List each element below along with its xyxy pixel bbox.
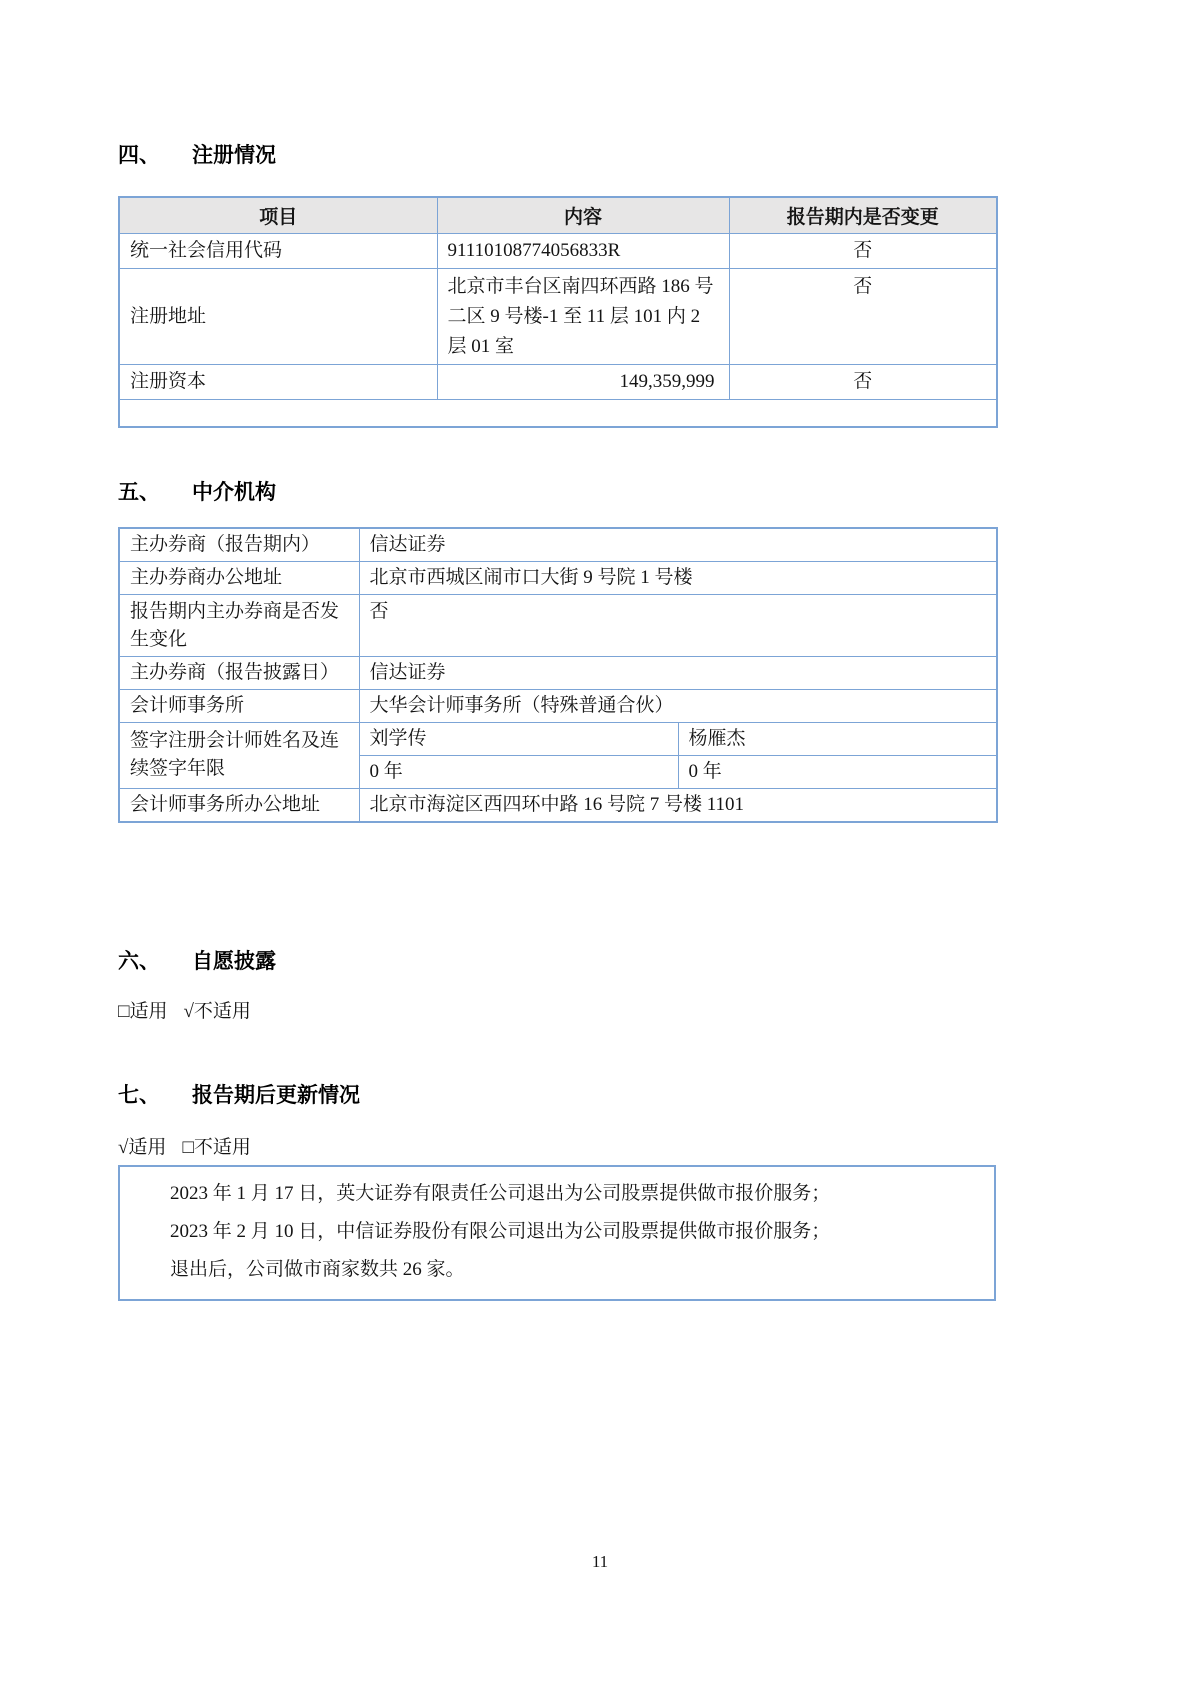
cell-label: 主办券商办公地址 — [119, 561, 359, 594]
section6-number: 六、 — [118, 949, 160, 973]
section6-heading — [118, 949, 996, 975]
page-content — [118, 0, 996, 1301]
section6-title: 自愿披露 — [192, 949, 276, 973]
cell-content: 北京市丰台区南四环西路 186 号二区 9 号楼-1 至 11 层 101 内 2 层 01 室 — [437, 269, 729, 365]
page-number: 11 — [591, 1552, 609, 1571]
table-row — [119, 269, 997, 365]
cell-value: 大华会计师事务所（特殊普通合伙） — [359, 689, 997, 722]
cell-content: 149,359,999 — [437, 365, 729, 400]
table-row — [119, 234, 997, 269]
cell-value: 信达证券 — [359, 528, 997, 562]
cell-empty — [119, 400, 997, 427]
cell-value: 北京市海淀区西四环中路 16 号院 7 号楼 1101 — [359, 788, 997, 822]
table-row — [119, 594, 997, 656]
section5-title: 中介机构 — [192, 480, 276, 504]
section7-applicability — [118, 1135, 996, 1161]
cell-value: 信达证券 — [359, 656, 997, 689]
table-header-row — [119, 197, 997, 234]
table-row — [119, 528, 997, 562]
table-row — [119, 788, 997, 822]
checkbox-applicable: √适用 — [118, 1136, 167, 1158]
cell-changed: 否 — [729, 234, 997, 269]
cell-item: 统一社会信用代码 — [119, 234, 437, 269]
cell-label: 主办券商（报告披露日） — [119, 656, 359, 689]
checkbox-not-applicable: □不适用 — [182, 1136, 251, 1158]
intermediary-table — [118, 527, 998, 823]
checkbox-applicable: □适用 — [118, 1000, 168, 1022]
cell-cpa-years: 0 年 — [359, 755, 678, 788]
cell-label: 会计师事务所办公地址 — [119, 788, 359, 822]
cell-item: 注册地址 — [119, 269, 437, 365]
table-row — [119, 561, 997, 594]
header-item: 项目 — [119, 197, 437, 234]
table-row — [119, 656, 997, 689]
section6-applicability — [118, 999, 996, 1025]
cell-changed: 否 — [729, 365, 997, 400]
section4-number: 四、 — [118, 144, 160, 167]
section7-title: 报告期后更新情况 — [192, 1083, 360, 1107]
table-row — [119, 365, 997, 400]
update-line: 退出后，公司做市商家数共 26 家。 — [170, 1258, 465, 1280]
registration-table — [118, 196, 998, 428]
checkbox-not-applicable: √不适用 — [183, 1000, 251, 1022]
header-changed: 报告期内是否变更 — [729, 197, 997, 234]
cell-value: 北京市西城区闹市口大街 9 号院 1 号楼 — [359, 561, 997, 594]
cell-cpa-name: 刘学传 — [359, 722, 678, 755]
cell-changed: 否 — [729, 269, 997, 365]
update-line: 2023 年 1 月 17 日，英大证券有限责任公司退出为公司股票提供做市报价服务； — [170, 1182, 831, 1204]
cell-cpa-years: 0 年 — [678, 755, 997, 788]
cell-content: 91110108774056833R — [437, 234, 729, 269]
table-row — [119, 722, 997, 755]
section7-heading — [118, 1083, 996, 1109]
header-content: 内容 — [437, 197, 729, 234]
section4-heading — [118, 143, 996, 169]
post-period-update-box — [118, 1165, 996, 1301]
update-line: 2023 年 2 月 10 日，中信证券股份有限公司退出为公司股票提供做市报价服务； — [170, 1220, 831, 1242]
cell-cpa-name: 杨雁杰 — [678, 722, 997, 755]
section5-heading — [118, 480, 996, 506]
cell-label: 会计师事务所 — [119, 689, 359, 722]
cell-label: 主办券商（报告期内） — [119, 528, 359, 562]
table-row — [119, 689, 997, 722]
cell-item: 注册资本 — [119, 365, 437, 400]
cell-label: 签字注册会计师姓名及连续签字年限 — [119, 722, 359, 788]
cell-value: 否 — [359, 594, 997, 656]
section7-number: 七、 — [118, 1083, 160, 1107]
section5-number: 五、 — [118, 480, 160, 504]
cell-label: 报告期内主办券商是否发生变化 — [119, 594, 359, 656]
table-row-empty — [119, 400, 997, 427]
section4-title: 注册情况 — [192, 144, 276, 167]
